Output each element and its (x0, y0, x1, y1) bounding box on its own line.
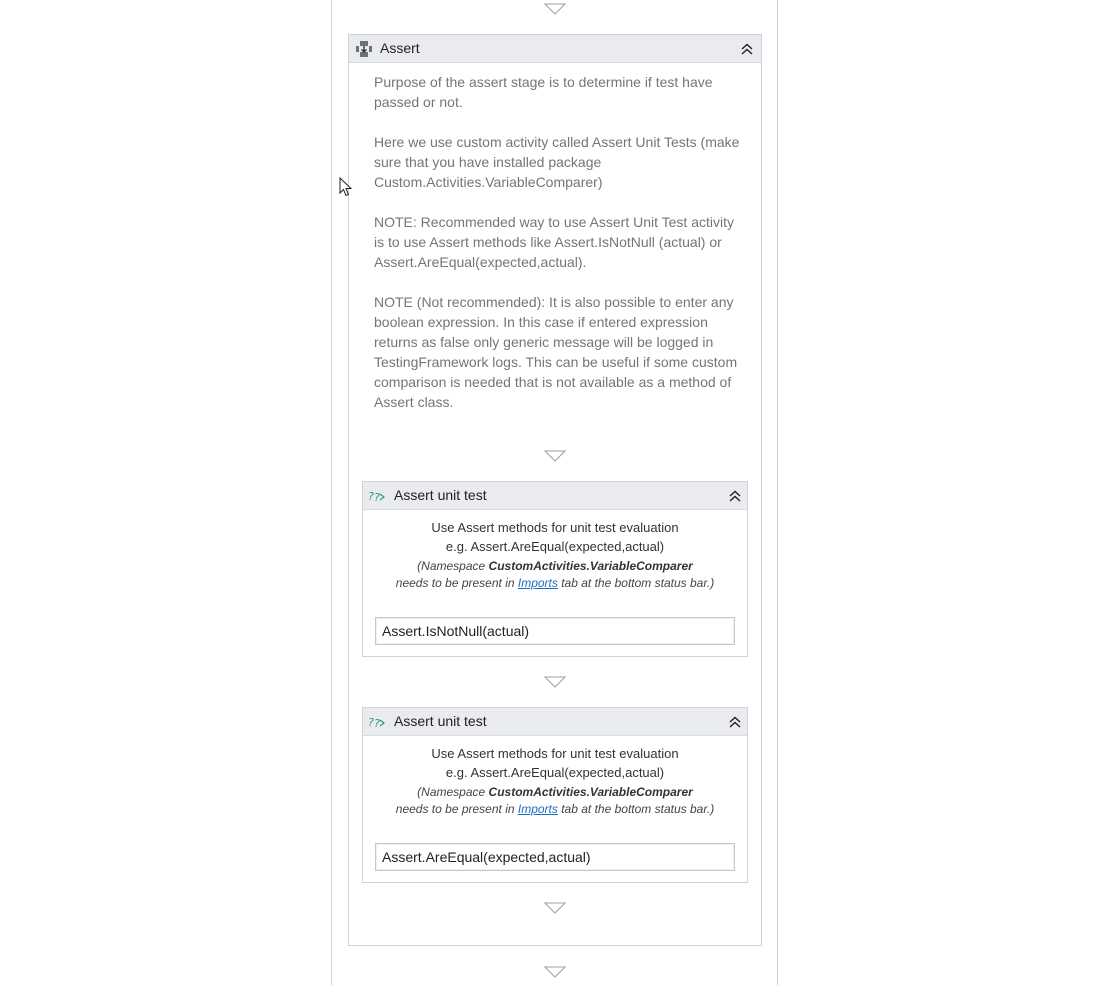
collapse-chevrons-icon[interactable] (739, 41, 755, 57)
sequence-annotation (374, 72, 744, 432)
activity-header[interactable] (363, 482, 747, 510)
activity-title: Assert unit test (394, 713, 487, 729)
note-mid: needs to be present in (395, 576, 518, 590)
drop-arrow-icon[interactable] (544, 966, 566, 978)
svg-text:?: ? (368, 490, 374, 503)
activity-body (363, 518, 747, 592)
assert-expression-input[interactable] (375, 843, 735, 871)
svg-text:?: ? (374, 491, 380, 504)
sequence-icon (355, 40, 373, 58)
svg-text:?: ? (374, 717, 380, 730)
sequence-header[interactable] (349, 35, 761, 63)
assert-unit-test-icon (368, 714, 386, 732)
svg-text:?: ? (368, 716, 374, 729)
mouse-cursor-icon (339, 177, 353, 197)
assert-expression-input[interactable] (375, 617, 735, 645)
annotation-paragraph: Here we use custom activity called Assert Unit Tests (make sure that you have installed package Custom.Activities.VariableComparer) (374, 134, 740, 190)
activity-namespace-note (395, 558, 715, 592)
sequence-title: Assert (380, 40, 420, 56)
note-namespace: CustomActivities.VariableComparer (488, 785, 693, 799)
drop-arrow-icon[interactable] (544, 676, 566, 688)
annotation-paragraph: Purpose of the assert stage is to determine if test have passed or not. (374, 74, 713, 110)
note-suffix: tab at the bottom status bar.) (557, 576, 715, 590)
drop-arrow-icon[interactable] (544, 902, 566, 914)
collapse-chevrons-icon[interactable] (727, 714, 743, 730)
imports-link[interactable]: Imports (517, 576, 558, 590)
note-suffix: tab at the bottom status bar.) (557, 802, 715, 816)
activity-title: Assert unit test (394, 487, 487, 503)
assert-unit-test-activity[interactable] (362, 481, 748, 657)
note-prefix: (Namespace (417, 559, 489, 573)
imports-link[interactable]: Imports (517, 802, 558, 816)
annotation-paragraph: NOTE (Not recommended): It is also possible to enter any boolean expression. In this case if entered expression returns as false only generic message will be logged in TestingFramework logs. This can be useful if some custom comparison is needed that is not available as a method of Assert class. (374, 294, 738, 410)
collapse-chevrons-icon[interactable] (727, 488, 743, 504)
activity-namespace-note (395, 784, 715, 818)
note-prefix: (Namespace (417, 785, 489, 799)
drop-arrow-icon[interactable] (544, 3, 566, 15)
activity-body (363, 744, 747, 818)
activity-header[interactable] (363, 708, 747, 736)
annotation-paragraph: NOTE: Recommended way to use Assert Unit Test activity is to use Assert methods like Assert.IsNotNull (actual) or Assert.AreEqual(expected,actual). (374, 214, 734, 270)
activity-example: e.g. Assert.AreEqual(expected,actual) (445, 765, 665, 780)
note-namespace: CustomActivities.VariableComparer (488, 559, 693, 573)
assert-unit-test-icon (368, 488, 386, 506)
activity-description: Use Assert methods for unit test evaluation (431, 520, 679, 535)
assert-unit-test-activity[interactable] (362, 707, 748, 883)
activity-example: e.g. Assert.AreEqual(expected,actual) (445, 539, 665, 554)
note-mid: needs to be present in (395, 802, 518, 816)
activity-description: Use Assert methods for unit test evaluation (431, 746, 679, 761)
drop-arrow-icon[interactable] (544, 450, 566, 462)
